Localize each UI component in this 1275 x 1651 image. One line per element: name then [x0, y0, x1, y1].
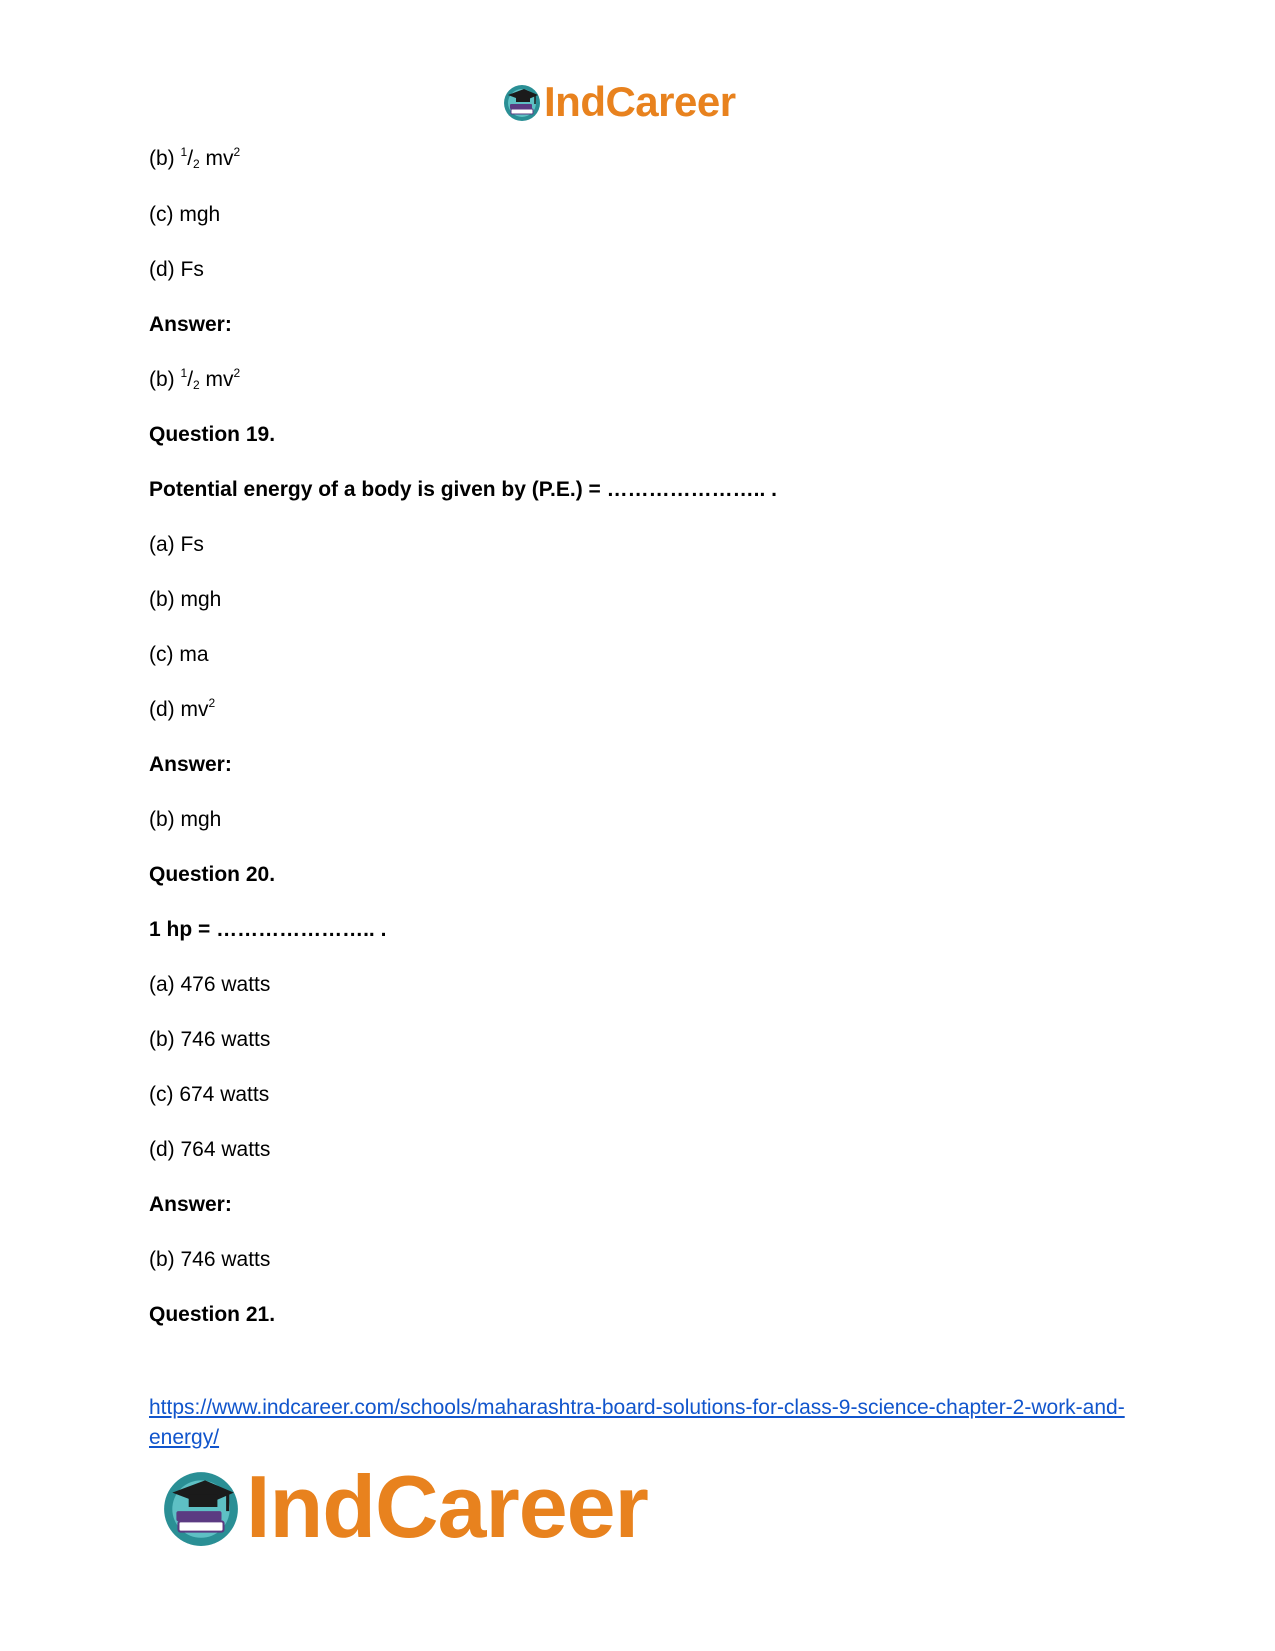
answer-label: Answer: [149, 1193, 232, 1216]
option-d: (d) 764 watts [149, 1138, 271, 1161]
superscript: 1 [180, 366, 188, 380]
question-text: 1 hp = ………………….. . [149, 918, 387, 941]
option-c-mgh: (c) mgh [149, 203, 221, 226]
option-c: (c) ma [149, 643, 209, 666]
superscript: 1 [180, 145, 188, 159]
option-c: (c) 674 watts [149, 1083, 270, 1106]
footer-logo [160, 1457, 648, 1556]
superscript: 2 [208, 696, 216, 710]
question-text: Potential energy of a body is given by (P.E.) = ………………….. . [149, 478, 777, 501]
graduation-cap-books-icon [502, 82, 542, 122]
subscript: 2 [193, 378, 200, 392]
option-d [149, 698, 215, 722]
text: (b) [149, 368, 181, 391]
answer-label: Answer: [149, 753, 232, 776]
logo-wordmark: IndCareer [544, 78, 736, 125]
text: (d) mv [149, 698, 209, 721]
header-logo [502, 78, 736, 126]
option-b-half-mv2 [149, 147, 240, 171]
question-heading: Question 20. [149, 863, 276, 886]
logo-wordmark: IndCareer [246, 1457, 648, 1556]
text: mv [199, 147, 234, 170]
text: mv [199, 368, 234, 391]
subscript: 2 [193, 157, 200, 171]
superscript: 2 [233, 366, 241, 380]
graduation-cap-books-icon [160, 1466, 242, 1548]
source-link[interactable]: https://www.indcareer.com/schools/maharashtra-board-solutions-for-class-9-science-chapter-2-work-and-energy/ [149, 1396, 1125, 1449]
option-a: (a) 476 watts [149, 973, 271, 996]
option-d-fs: (d) Fs [149, 258, 204, 281]
superscript: 2 [233, 145, 241, 159]
text: (b) [149, 147, 181, 170]
answer-value: (b) 746 watts [149, 1248, 271, 1271]
question-heading: Question 21. [149, 1303, 276, 1326]
answer-value: (b) mgh [149, 808, 222, 831]
option-b: (b) 746 watts [149, 1028, 271, 1051]
answer-value [149, 368, 240, 392]
text: / [187, 368, 194, 391]
answer-label: Answer: [149, 313, 232, 336]
text: / [187, 147, 194, 170]
option-a: (a) Fs [149, 533, 204, 556]
option-b: (b) mgh [149, 588, 222, 611]
question-heading: Question 19. [149, 423, 276, 446]
